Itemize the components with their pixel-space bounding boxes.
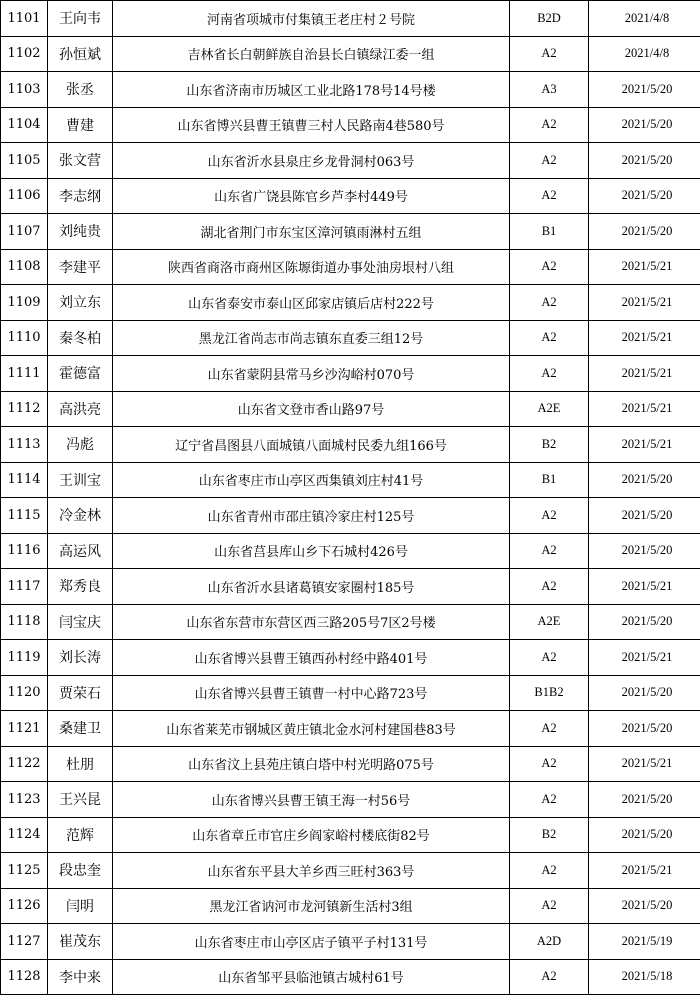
person-name-cell: 郑秀良 [48, 569, 113, 605]
license-class-cell: B2 [510, 817, 589, 853]
record-number-cell: 1114 [1, 462, 48, 498]
date-cell: 2021/5/20 [589, 143, 700, 179]
table-row [1, 959, 700, 995]
date-cell: 2021/5/20 [589, 72, 700, 108]
person-name-cell: 曹建 [48, 107, 113, 143]
record-number-cell: 1101 [1, 1, 48, 37]
license-class-cell: A2 [510, 249, 589, 285]
license-class-cell: A2 [510, 569, 589, 605]
address-cell: 山东省博兴县曹王镇西孙村经中路401号 [113, 640, 510, 676]
license-class-cell: A2 [510, 959, 589, 995]
license-class-cell: A2E [510, 604, 589, 640]
person-name-cell: 刘长涛 [48, 640, 113, 676]
person-name-cell: 刘立东 [48, 285, 113, 321]
table-row [1, 427, 700, 463]
date-cell: 2021/5/21 [589, 320, 700, 356]
license-class-cell: A2 [510, 888, 589, 924]
date-cell: 2021/5/20 [589, 178, 700, 214]
date-cell: 2021/5/20 [589, 675, 700, 711]
license-class-cell: A2D [510, 924, 589, 960]
date-cell: 2021/5/21 [589, 356, 700, 392]
person-name-cell: 贾荣石 [48, 675, 113, 711]
table-row [1, 675, 700, 711]
license-class-cell: A3 [510, 72, 589, 108]
person-name-cell: 李中来 [48, 959, 113, 995]
person-name-cell: 李建平 [48, 249, 113, 285]
person-name-cell: 张文营 [48, 143, 113, 179]
date-cell: 2021/5/20 [589, 604, 700, 640]
record-number-cell: 1117 [1, 569, 48, 605]
person-name-cell: 段忠奎 [48, 853, 113, 889]
person-name-cell: 张丞 [48, 72, 113, 108]
date-cell: 2021/5/20 [589, 498, 700, 534]
table-row [1, 214, 700, 250]
address-cell: 山东省邹平县临池镇古城村61号 [113, 959, 510, 995]
address-cell: 山东省文登市香山路97号 [113, 391, 510, 427]
table-row [1, 249, 700, 285]
license-class-cell: A2 [510, 782, 589, 818]
table-row [1, 498, 700, 534]
table-row [1, 391, 700, 427]
address-cell: 山东省博兴县曹王镇王海一村56号 [113, 782, 510, 818]
record-number-cell: 1112 [1, 391, 48, 427]
table-row [1, 853, 700, 889]
date-cell: 2021/4/8 [589, 36, 700, 72]
license-class-cell: A2 [510, 320, 589, 356]
license-class-cell: B1B2 [510, 675, 589, 711]
date-cell: 2021/5/21 [589, 640, 700, 676]
address-cell: 山东省博兴县曹王镇曹一村中心路723号 [113, 675, 510, 711]
date-cell: 2021/5/21 [589, 391, 700, 427]
person-name-cell: 王训宝 [48, 462, 113, 498]
table-row [1, 711, 700, 747]
license-class-cell: A2 [510, 746, 589, 782]
record-number-cell: 1109 [1, 285, 48, 321]
person-name-cell: 霍德富 [48, 356, 113, 392]
record-number-cell: 1104 [1, 107, 48, 143]
record-number-cell: 1122 [1, 746, 48, 782]
record-number-cell: 1127 [1, 924, 48, 960]
record-number-cell: 1126 [1, 888, 48, 924]
date-cell: 2021/5/20 [589, 711, 700, 747]
address-cell: 山东省章丘市官庄乡阎家峪村楼底街82号 [113, 817, 510, 853]
license-class-cell: B2 [510, 427, 589, 463]
record-number-cell: 1123 [1, 782, 48, 818]
person-name-cell: 王向韦 [48, 1, 113, 37]
address-cell: 山东省青州市邵庄镇冷家庄村125号 [113, 498, 510, 534]
person-name-cell: 刘纯贵 [48, 214, 113, 250]
address-cell: 山东省济南市历城区工业北路178号14号楼 [113, 72, 510, 108]
license-class-cell: B1 [510, 214, 589, 250]
date-cell: 2021/5/19 [589, 924, 700, 960]
person-name-cell: 崔茂东 [48, 924, 113, 960]
date-cell: 2021/5/21 [589, 853, 700, 889]
date-cell: 2021/4/8 [589, 1, 700, 37]
date-cell: 2021/5/20 [589, 817, 700, 853]
table-row [1, 888, 700, 924]
record-number-cell: 1102 [1, 36, 48, 72]
license-class-cell: A2 [510, 498, 589, 534]
date-cell: 2021/5/20 [589, 782, 700, 818]
record-number-cell: 1128 [1, 959, 48, 995]
record-number-cell: 1125 [1, 853, 48, 889]
table-row [1, 640, 700, 676]
license-class-cell: A2E [510, 391, 589, 427]
person-name-cell: 高运风 [48, 533, 113, 569]
table-row [1, 178, 700, 214]
table-row [1, 36, 700, 72]
record-number-cell: 1116 [1, 533, 48, 569]
table-row [1, 817, 700, 853]
table-row [1, 285, 700, 321]
record-number-cell: 1121 [1, 711, 48, 747]
date-cell: 2021/5/20 [589, 214, 700, 250]
address-cell: 山东省博兴县曹王镇曹三村人民路南4巷580号 [113, 107, 510, 143]
address-cell: 黑龙江省尚志市尚志镇东直委三组12号 [113, 320, 510, 356]
table-row [1, 320, 700, 356]
person-name-cell: 杜朋 [48, 746, 113, 782]
date-cell: 2021/5/21 [589, 249, 700, 285]
license-class-cell: A2 [510, 178, 589, 214]
date-cell: 2021/5/20 [589, 107, 700, 143]
address-cell: 山东省东营市东营区西三路205号7区2号楼 [113, 604, 510, 640]
table-row [1, 924, 700, 960]
record-number-cell: 1110 [1, 320, 48, 356]
person-name-cell: 桑建卫 [48, 711, 113, 747]
record-number-cell: 1118 [1, 604, 48, 640]
license-class-cell: A2 [510, 853, 589, 889]
address-cell: 山东省泰安市泰山区邱家店镇后店村222号 [113, 285, 510, 321]
license-class-cell: A2 [510, 36, 589, 72]
address-cell: 山东省枣庄市山亭区西集镇刘庄村41号 [113, 462, 510, 498]
address-cell: 山东省枣庄市山亭区店子镇平子村131号 [113, 924, 510, 960]
table-row [1, 604, 700, 640]
records-table-body [1, 1, 700, 995]
table-row [1, 569, 700, 605]
address-cell: 山东省东平县大羊乡西三旺村363号 [113, 853, 510, 889]
address-cell: 湖北省荆门市东宝区漳河镇雨淋村五组 [113, 214, 510, 250]
license-class-cell: B1 [510, 462, 589, 498]
address-cell: 山东省莱芜市钢城区黄庄镇北金水河村建国巷83号 [113, 711, 510, 747]
address-cell: 山东省沂水县诸葛镇安家圈村185号 [113, 569, 510, 605]
table-row [1, 533, 700, 569]
date-cell: 2021/5/20 [589, 888, 700, 924]
person-name-cell: 闫宝庆 [48, 604, 113, 640]
person-name-cell: 范辉 [48, 817, 113, 853]
address-cell: 黑龙江省讷河市龙河镇新生活村3组 [113, 888, 510, 924]
table-row [1, 72, 700, 108]
date-cell: 2021/5/21 [589, 569, 700, 605]
record-number-cell: 1113 [1, 427, 48, 463]
table-row [1, 143, 700, 179]
date-cell: 2021/5/20 [589, 462, 700, 498]
address-cell: 吉林省长白朝鲜族自治县长白镇绿江委一组 [113, 36, 510, 72]
license-class-cell: A2 [510, 107, 589, 143]
license-class-cell: A2 [510, 285, 589, 321]
person-name-cell: 闫明 [48, 888, 113, 924]
address-cell: 山东省广饶县陈官乡芦李村449号 [113, 178, 510, 214]
record-number-cell: 1103 [1, 72, 48, 108]
date-cell: 2021/5/21 [589, 427, 700, 463]
address-cell: 陕西省商洛市商州区陈塬街道办事处油房垠村八组 [113, 249, 510, 285]
license-class-cell: A2 [510, 711, 589, 747]
address-cell: 山东省沂水县泉庄乡龙骨洞村063号 [113, 143, 510, 179]
table-row [1, 356, 700, 392]
person-name-cell: 李志纲 [48, 178, 113, 214]
license-class-cell: A2 [510, 356, 589, 392]
address-cell: 河南省项城市付集镇王老庄村２号院 [113, 1, 510, 37]
license-class-cell: A2 [510, 143, 589, 179]
record-number-cell: 1111 [1, 356, 48, 392]
person-name-cell: 冯彪 [48, 427, 113, 463]
record-number-cell: 1105 [1, 143, 48, 179]
table-row [1, 746, 700, 782]
date-cell: 2021/5/21 [589, 285, 700, 321]
address-cell: 山东省莒县库山乡下石城村426号 [113, 533, 510, 569]
table-row [1, 782, 700, 818]
record-number-cell: 1119 [1, 640, 48, 676]
license-class-cell: B2D [510, 1, 589, 37]
person-name-cell: 高洪亮 [48, 391, 113, 427]
address-cell: 辽宁省昌图县八面城镇八面城村民委九组166号 [113, 427, 510, 463]
person-name-cell: 冷金林 [48, 498, 113, 534]
record-number-cell: 1108 [1, 249, 48, 285]
date-cell: 2021/5/18 [589, 959, 700, 995]
record-number-cell: 1106 [1, 178, 48, 214]
address-cell: 山东省蒙阴县常马乡沙沟峪村070号 [113, 356, 510, 392]
date-cell: 2021/5/20 [589, 533, 700, 569]
table-row [1, 107, 700, 143]
address-cell: 山东省汶上县苑庄镇白塔中村光明路075号 [113, 746, 510, 782]
license-class-cell: A2 [510, 640, 589, 676]
record-number-cell: 1124 [1, 817, 48, 853]
record-number-cell: 1115 [1, 498, 48, 534]
record-number-cell: 1120 [1, 675, 48, 711]
record-number-cell: 1107 [1, 214, 48, 250]
person-name-cell: 孙恒斌 [48, 36, 113, 72]
person-name-cell: 王兴昆 [48, 782, 113, 818]
table-row [1, 462, 700, 498]
date-cell: 2021/5/21 [589, 746, 700, 782]
person-name-cell: 秦冬柏 [48, 320, 113, 356]
license-class-cell: A2 [510, 533, 589, 569]
table-row [1, 1, 700, 37]
